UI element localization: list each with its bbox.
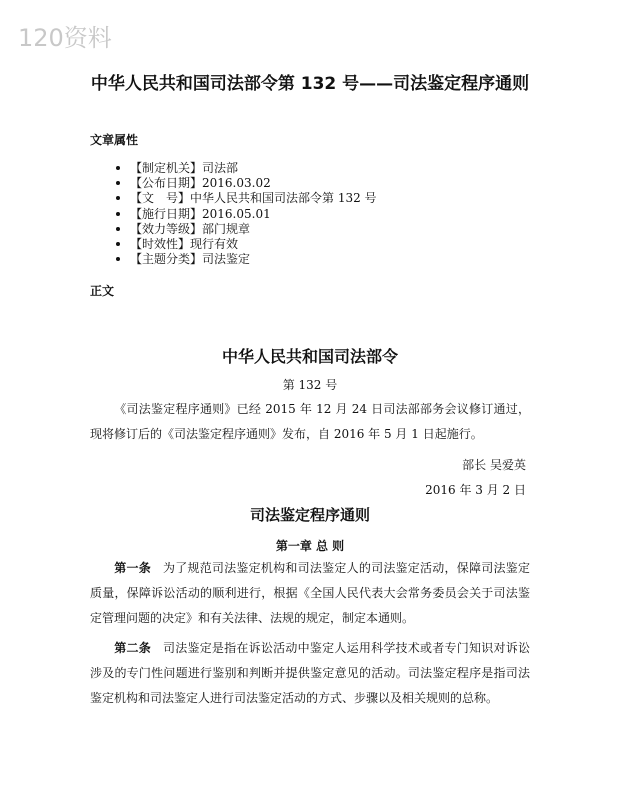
article-2 bbox=[90, 636, 530, 711]
article-1 bbox=[90, 556, 530, 631]
rules-title: 司法鉴定程序通则 bbox=[249, 506, 370, 524]
attribute-item: 【制定机关】司法部 bbox=[116, 161, 377, 176]
watermark: 120资料 bbox=[18, 24, 112, 52]
body-heading: 正文 bbox=[90, 284, 115, 298]
order-date: 2016 年 3 月 2 日 bbox=[425, 483, 526, 497]
attribute-item: 【文 号】中华人民共和国司法部令第 132 号 bbox=[116, 191, 377, 206]
attribute-item: 【效力等级】部门规章 bbox=[116, 222, 377, 237]
order-title: 中华人民共和国司法部令 bbox=[221, 347, 398, 366]
document-title: 中华人民共和国司法部令第 132 号——司法鉴定程序通则 bbox=[90, 74, 530, 94]
order-text bbox=[90, 397, 530, 447]
order-number: 第 132 号 bbox=[282, 378, 338, 392]
attribute-item: 【公布日期】2016.03.02 bbox=[116, 176, 377, 191]
order-text-content: 《司法鉴定程序通则》已经 2015 年 12 月 24 日司法部部务会议修订通过，现将修订后的《司法鉴定程序通则》发布，自 2016 年 5 月 1 日起施行。 bbox=[90, 402, 530, 441]
attributes-heading: 文章属性 bbox=[90, 133, 139, 147]
attribute-item: 【主题分类】司法鉴定 bbox=[116, 252, 377, 267]
article-label: 第二条 bbox=[114, 641, 151, 655]
attribute-item: 【时效性】现行有效 bbox=[116, 237, 377, 252]
attributes-list bbox=[116, 161, 377, 267]
article-text: 司法鉴定是指在诉讼活动中鉴定人运用科学技术或者专门知识对诉讼涉及的专门性问题进行鉴别和判断并提供鉴定意见的活动。司法鉴定程序是指司法鉴定机构和司法鉴定人进行司法鉴定活动的方式、步骤以及相关规则的总称。 bbox=[90, 641, 530, 705]
chapter-heading: 第一章 总 则 bbox=[275, 539, 345, 553]
signature: 部长 吴爱英 bbox=[462, 458, 526, 472]
article-label: 第一条 bbox=[114, 561, 151, 575]
article-text: 为了规范司法鉴定机构和司法鉴定人的司法鉴定活动，保障司法鉴定质量，保障诉讼活动的顺利进行，根据《全国人民代表大会常务委员会关于司法鉴定管理问题的决定》和有关法律、法规的规定，制定本通则。 bbox=[90, 561, 530, 625]
attribute-item: 【施行日期】2016.05.01 bbox=[116, 207, 377, 222]
